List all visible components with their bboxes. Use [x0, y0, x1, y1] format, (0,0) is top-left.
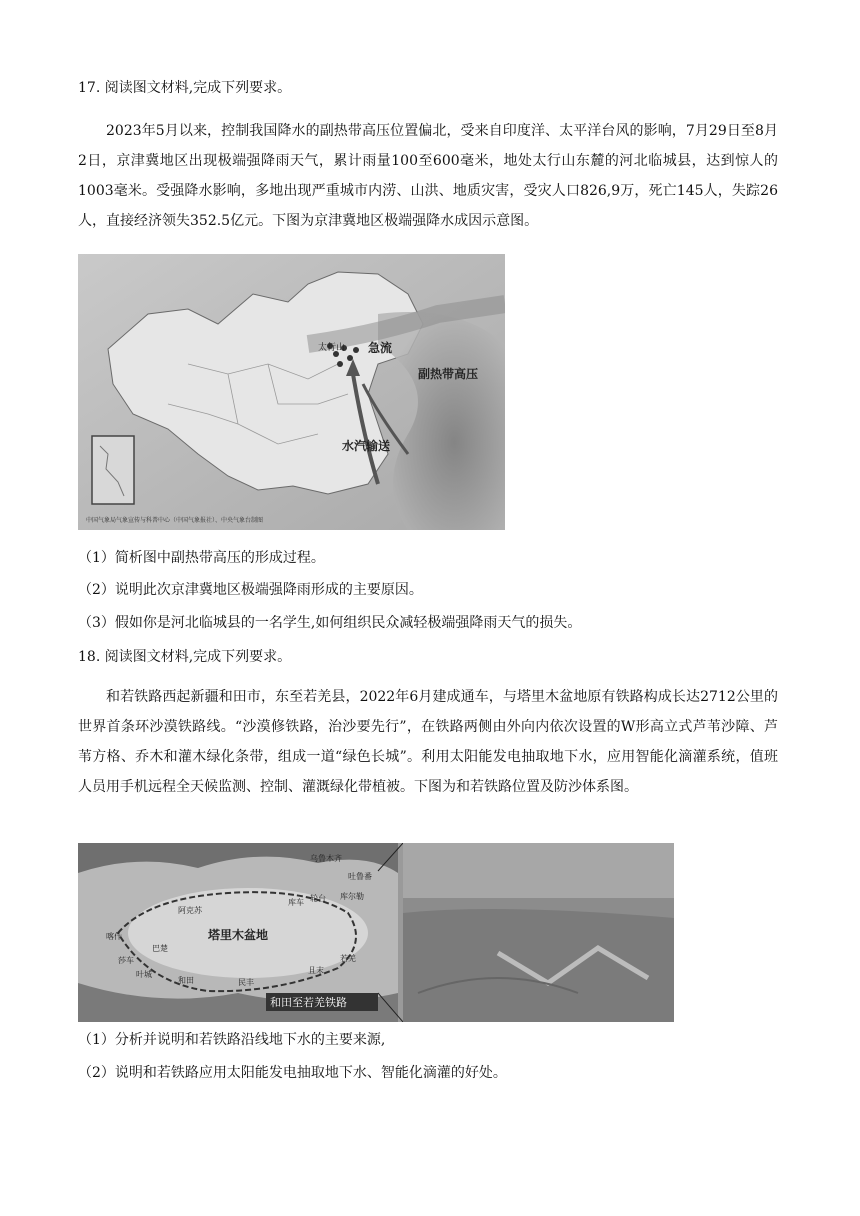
- basin-label: 塔里木盆地: [208, 928, 269, 942]
- place-label: 库尔勒: [340, 892, 364, 901]
- q18-question-1: （1）分析并说明和若铁路沿线地下水的主要来源,: [78, 1032, 386, 1048]
- place-label: 且末: [308, 966, 324, 975]
- high-pressure-label: 副热带高压: [418, 367, 479, 381]
- q18-map-figure: [78, 843, 674, 1022]
- q17-question-3: （3）假如你是河北临城县的一名学生,如何组织民众减轻极端强降雨天气的损失。: [78, 615, 582, 631]
- q17-question-1: （1）简析图中副热带高压的形成过程。: [78, 550, 325, 566]
- q17-paragraph: 2023年5月以来，控制我国降水的副热带高压位置偏北，受来自印度洋、太平洋台风的影响，7月29日至8月2日，京津冀地区出现极端强降雨天气，累计雨量100至600毫米，地处太行山东麓的河北临城县，达到惊人的1003毫米。受强降水影响，多地出现严重城市内涝、山洪、地质灾害，受灾人口826,9万，死亡145人，失踪26人，直接经济领失352.5亿元。下图为京津冀地区极端强降水成因示意图。: [78, 123, 778, 229]
- railway-label: 和田至若羌铁路: [270, 996, 347, 1009]
- weather-map-image: [78, 254, 505, 530]
- place-label: 和田: [178, 976, 194, 985]
- place-label: 巴楚: [152, 944, 168, 953]
- place-label: 乌鲁木齐: [310, 854, 342, 863]
- place-label: 轮台: [310, 894, 326, 903]
- place-label: 库车: [288, 898, 304, 907]
- place-label: 阿克苏: [178, 906, 202, 915]
- q18-paragraph: 和若铁路西起新疆和田市，东至若羌县，2022年6月建成通车，与塔里木盆地原有铁路构成长达2712公里的世界首条环沙漠铁路线。“沙漠修铁路，治沙要先行”，在铁路两侧由外向内依次设置的W形高立式芦苇沙障、芦苇方格、乔木和灌木绿化条带，组成一道“绿色长城”。利用太阳能发电抽取地下水，应用智能化滴灌系统，值班人员用手机远程全天候监测、控制、灌溉绿化带植被。下图为和若铁路位置及防沙体系图。: [78, 689, 778, 795]
- south-china-sea-inset: [92, 436, 134, 504]
- place-label: 吐鲁番: [348, 872, 372, 881]
- q17-question-2: （2）说明此次京津冀地区极端强降雨形成的主要原因。: [78, 582, 423, 598]
- q17-heading: 17. 阅读图文材料,完成下列要求。: [78, 80, 292, 96]
- railway-map-image: [78, 843, 674, 1022]
- q18-heading: 18. 阅读图文材料,完成下列要求。: [78, 649, 292, 665]
- jet-label: 急流: [368, 341, 393, 355]
- q18-question-2: （2）说明和若铁路应用太阳能发电抽取地下水、智能化滴灌的好处。: [78, 1065, 507, 1081]
- q17-map-figure: [78, 254, 505, 530]
- place-label: 若羌: [340, 954, 356, 963]
- place-label: 莎车: [118, 956, 134, 965]
- map-credit: 中国气象局气象宣传与科普中心（中国气象报社）、中央气象台制图: [86, 517, 264, 524]
- place-label: 喀什: [106, 932, 122, 941]
- place-label: 叶城: [136, 970, 152, 979]
- taihang-label: 太行山: [318, 343, 346, 353]
- place-label: 民丰: [238, 978, 254, 987]
- vapor-label: 水汽输送: [342, 439, 391, 453]
